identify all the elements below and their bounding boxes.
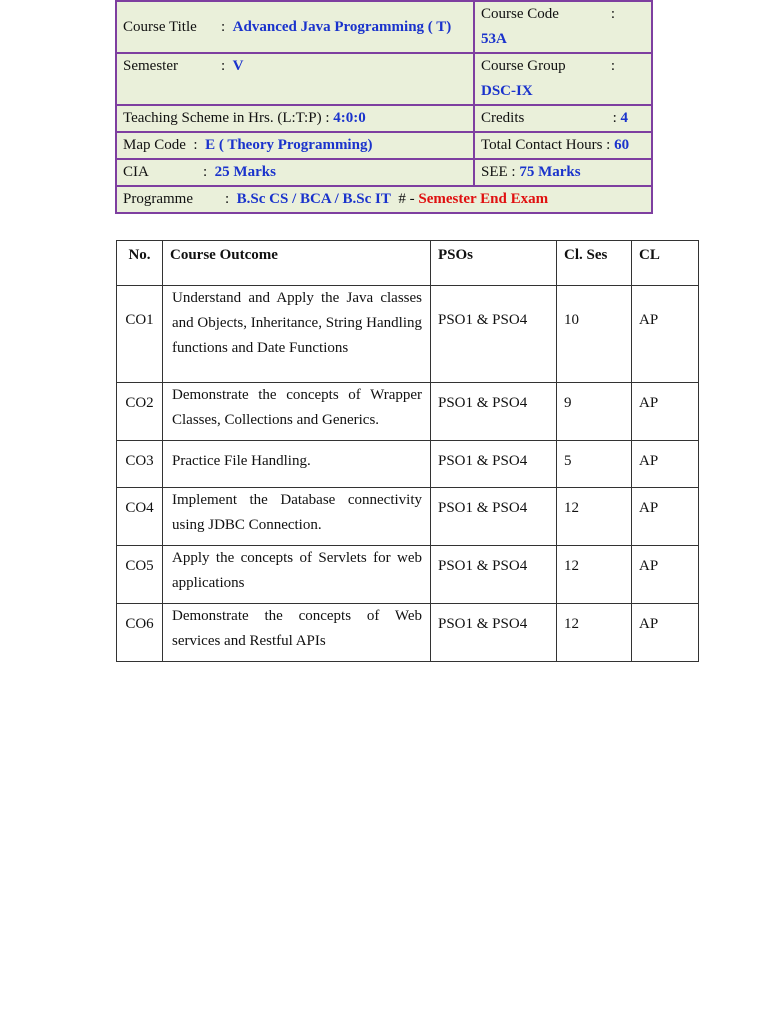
- cia-value: 25 Marks: [214, 164, 276, 180]
- credits-cell: [474, 105, 652, 132]
- co-description: Demonstrate the concepts of Web services and Restful APIs: [163, 604, 431, 662]
- table-row: [117, 383, 699, 441]
- co-cl: AP: [632, 383, 699, 441]
- co-psos: PSO1 & PSO4: [431, 488, 557, 546]
- course-group-value: DSC-IX: [481, 83, 533, 99]
- colon: :: [612, 110, 617, 126]
- see-label: SEE :: [481, 164, 516, 180]
- table-row: [117, 604, 699, 662]
- teaching-scheme-cell: [116, 105, 474, 132]
- semester-label: Semester: [123, 58, 178, 74]
- colon: :: [193, 137, 198, 153]
- course-group-cell: [474, 53, 652, 105]
- cia-label: CIA: [123, 164, 149, 180]
- header-cl: CL: [632, 241, 699, 286]
- colon: :: [203, 164, 208, 180]
- programme-value: B.Sc CS / BCA / B.Sc IT: [236, 191, 391, 207]
- colon: :: [221, 18, 226, 35]
- co-cl: AP: [632, 604, 699, 662]
- co-psos: PSO1 & PSO4: [431, 441, 557, 488]
- course-code-value: 53A: [481, 31, 507, 47]
- total-contact-hours-cell: [474, 132, 652, 159]
- colon: :: [610, 6, 615, 22]
- co-sessions: 12: [557, 546, 632, 604]
- map-code-value: E ( Theory Programming): [205, 137, 373, 153]
- co-sessions: 10: [557, 286, 632, 383]
- course-title-value: Advanced Java Programming ( T): [232, 18, 452, 35]
- header-class-sessions: Cl. Ses: [557, 241, 632, 286]
- colon: :: [221, 58, 226, 74]
- course-title-label: Course Title: [123, 18, 197, 35]
- see-value: 75 Marks: [519, 164, 581, 180]
- header-course-outcome: Course Outcome: [163, 241, 431, 286]
- programme-cell: [116, 186, 652, 213]
- course-code-cell: [474, 1, 652, 53]
- co-number: CO5: [117, 546, 163, 604]
- total-contact-hours-label: Total Contact Hours :: [481, 137, 611, 153]
- map-code-label: Map Code: [123, 137, 186, 153]
- header-row: [117, 241, 699, 286]
- semester-end-exam-note: Semester End Exam: [418, 191, 549, 207]
- course-title-cell: [116, 1, 474, 53]
- see-cell: [474, 159, 652, 186]
- co-description: Implement the Database connectivity using JDBC Connection.: [163, 488, 431, 546]
- co-cl: AP: [632, 546, 699, 604]
- table-row: [117, 441, 699, 488]
- co-description: Apply the concepts of Servlets for web applications: [163, 546, 431, 604]
- cia-cell: [116, 159, 474, 186]
- co-cl: AP: [632, 286, 699, 383]
- semester-value: V: [232, 58, 244, 74]
- co-number: CO1: [117, 286, 163, 383]
- co-cl: AP: [632, 441, 699, 488]
- teaching-scheme-label: Teaching Scheme in Hrs. (L:T:P) :: [123, 110, 330, 126]
- co-sessions: 9: [557, 383, 632, 441]
- co-number: CO6: [117, 604, 163, 662]
- co-description: Understand and Apply the Java classes and Objects, Inheritance, String Handling functions and Date Functions: [163, 286, 431, 383]
- programme-label: Programme: [123, 191, 193, 207]
- hash-note: # -: [398, 191, 415, 207]
- co-cl: AP: [632, 488, 699, 546]
- table-row: [117, 546, 699, 604]
- colon: :: [225, 191, 230, 207]
- header-no: No.: [117, 241, 163, 286]
- teaching-scheme-value: 4:0:0: [333, 110, 366, 126]
- course-outcome-table: [116, 240, 699, 662]
- co-psos: PSO1 & PSO4: [431, 383, 557, 441]
- table-row: [117, 488, 699, 546]
- co-description: Practice File Handling.: [163, 441, 431, 488]
- table-row: [117, 286, 699, 383]
- credits-value: 4: [620, 110, 628, 126]
- course-code-label: Course Code: [481, 6, 559, 22]
- map-code-cell: [116, 132, 474, 159]
- co-sessions: 12: [557, 488, 632, 546]
- co-number: CO2: [117, 383, 163, 441]
- co-description: Demonstrate the concepts of Wrapper Classes, Collections and Generics.: [163, 383, 431, 441]
- total-contact-hours-value: 60: [614, 137, 630, 153]
- co-sessions: 12: [557, 604, 632, 662]
- header-psos: PSOs: [431, 241, 557, 286]
- colon: :: [610, 58, 615, 74]
- co-sessions: 5: [557, 441, 632, 488]
- semester-cell: [116, 53, 474, 105]
- co-psos: PSO1 & PSO4: [431, 286, 557, 383]
- co-psos: PSO1 & PSO4: [431, 604, 557, 662]
- course-group-label: Course Group: [481, 58, 566, 74]
- co-number: CO4: [117, 488, 163, 546]
- co-psos: PSO1 & PSO4: [431, 546, 557, 604]
- co-number: CO3: [117, 441, 163, 488]
- course-info-table: [115, 0, 653, 214]
- credits-label: Credits: [481, 110, 525, 126]
